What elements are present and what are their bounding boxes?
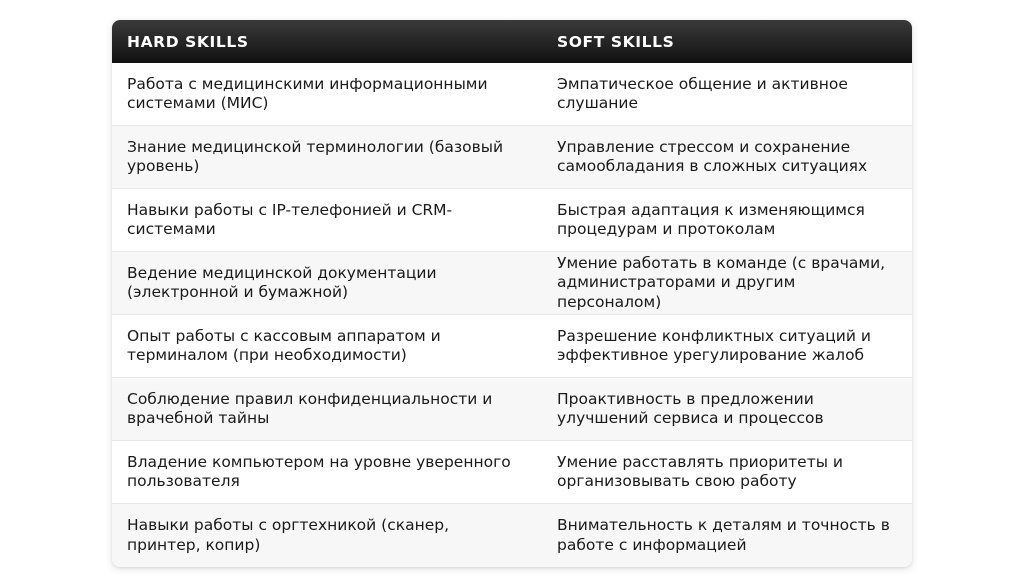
soft-skill-cell: Проактивность в предложении улучшений сервиса и процессов — [542, 378, 912, 441]
soft-skill-cell: Эмпатическое общение и активное слушание — [542, 63, 912, 126]
table-row — [112, 378, 912, 441]
hard-skill-cell: Ведение медицинской документации (электронной и бумажной) — [112, 252, 542, 315]
table-row — [112, 126, 912, 189]
hard-skill-cell: Работа с медицинскими информационными системами (МИС) — [112, 63, 542, 126]
table-row — [112, 252, 912, 315]
soft-skill-cell: Внимательность к деталям и точность в работе с информацией — [542, 504, 912, 568]
hard-skill-cell: Опыт работы с кассовым аппаратом и терминалом (при необходимости) — [112, 315, 542, 378]
table-row — [112, 63, 912, 126]
table-row — [112, 315, 912, 378]
table-body — [112, 63, 912, 567]
header-soft-skills: SOFT SKILLS — [557, 32, 675, 51]
table-row — [112, 441, 912, 504]
soft-skill-cell: Разрешение конфликтных ситуаций и эффективное урегулирование жалоб — [542, 315, 912, 378]
hard-skill-cell: Навыки работы с оргтехникой (сканер, принтер, копир) — [112, 504, 542, 568]
table-header — [112, 20, 912, 63]
hard-skill-cell: Навыки работы с IP-телефонией и CRM-системами — [112, 189, 542, 252]
table-row — [112, 504, 912, 568]
soft-skill-cell: Управление стрессом и сохранение самообладания в сложных ситуациях — [542, 126, 912, 189]
soft-skill-cell: Умение расставлять приоритеты и организовывать свою работу — [542, 441, 912, 504]
header-hard-skills: HARD SKILLS — [127, 32, 249, 51]
soft-skill-cell: Быстрая адаптация к изменяющимся процедурам и протоколам — [542, 189, 912, 252]
table-row — [112, 189, 912, 252]
hard-skill-cell: Соблюдение правил конфиденциальности и врачебной тайны — [112, 378, 542, 441]
skills-table-card — [112, 20, 912, 567]
hard-skill-cell: Владение компьютером на уровне уверенного пользователя — [112, 441, 542, 504]
header-row — [112, 20, 912, 63]
hard-skill-cell: Знание медицинской терминологии (базовый уровень) — [112, 126, 542, 189]
soft-skill-cell: Умение работать в команде (с врачами, администраторами и другим персоналом) — [542, 252, 912, 315]
skills-table — [112, 20, 912, 567]
